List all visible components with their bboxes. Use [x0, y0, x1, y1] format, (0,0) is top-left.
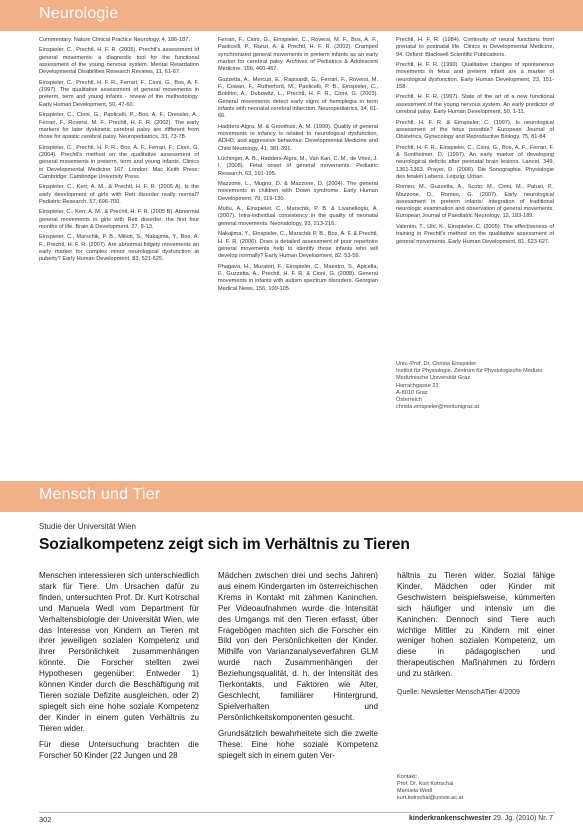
reference-entry: Commentary. Nature Clinical Practice Neurology, 4, 186-187. [39, 37, 190, 43]
article-kicker: Studie der Universität Wien [39, 522, 136, 531]
footer-divider [39, 812, 555, 813]
article-paragraph: Mädchen zwischen drei und sechs Jahren) aus einem Kindergarten im österreichischen Krems in Kontakt mit zahmen Kaninchen. Per Videoaufnahmen wurde die Intensität des Umgangs mit den Tieren erfasst, über Fragebögen machten sich die Forscher ein Bild von den Persönlichkeiten der Kinder. Mithilfe von Varianzanalyseverfahren GLM wurde nach Zusammenhängen der Beziehungsqualität, d. h. der Intensität des Tierkontakts, und Faktoren wie Alter, Geschlecht, familiärer Hintergrund, Spielverhalten und Persönlichkeitskomponenten gesucht. [218, 571, 378, 722]
contact-line: Österreich [396, 397, 422, 404]
section-header-mensch-und-tier [0, 481, 583, 512]
article-paragraph: Menschen interessieren sich unterschiedlich stark für Tiere. Um Ursachen dafür zu finden, untersuchten Prof. Dr. Kurt Kotrschal und Manuela Wedl vom Department für Verhaltensbiologie der Universität Wien, wie das Interesse von Kindern an Tieren mit ihrer jeweiligen sozialen Kompetenz und ihrer Persönlichkeit zusammenhängen könnte. Die Forscher stellten zwei Hypothesen gegenüber: Entweder 1) können Kinder durch die Beschäftigung mit Tieren soziale Defizite ausgleichen, oder 2) spiegelt sich eine hohe soziale Kompetenz der Kinder in einem guten Verhältnis zu Tieren wider. [39, 571, 199, 733]
section-title: Mensch und Tier [39, 486, 161, 503]
section-header-neurologie [0, 0, 583, 31]
reference-entry: Einspieler, C., Prechtl, H. F. R. (2005). Prechtl's assessment of general movements: a diagnostic tool for the functional assessment of the young nervous system. Mental Retardation Developmental Disabilities Research Reviews, 11, 61-67. [39, 47, 199, 76]
article-column-1 [39, 571, 199, 803]
contact-line: A-8010 Graz [396, 389, 428, 396]
references-column-1 [39, 37, 199, 473]
reference-entry: Nakajima, Y., Einspieler, C., Marschik P. B., Bos, A. F. & Prechtl, H. F. R. (2006). Does a detailed assessment of poor repertoire general movements help to identify those infants who will develop normally? Early Human Development, 82, 53-59. [218, 231, 378, 260]
contact-line: Prof. Dr. Kurt Kotrschal [397, 781, 454, 787]
journal-name: kinderkrankenschwester [409, 815, 492, 822]
reference-entry: Lüchinger, A. B., Hadders-Algra, M., Van Kan, C. M., de Vries, J. I. (2008). Fetal onset of general movements. Pediatric Research, 63, 191-195. [218, 156, 378, 177]
reference-entry: Ferrari, F., Cioni, G., Einspieler, C., Roversi, M. F., Bos, A. F., Paolicelli, P., Ranzi, A. & Prechtl, H. F. R. (2002). Cramped synchronized general movements in preterm infants as an early marker for cerebral palsy. Archives of Pediatrics & Adolescent Medicine, 156, 460-467. [218, 37, 378, 73]
section-title: Neurologie [39, 5, 119, 22]
reference-entry: Einspieler, C., Prechtl, H. F. R., Ferrari, F., Cioni, G., Bos, A. F. (1997). The qualitative assessment of general movements in preterm, term and young infants - review of the methodology. Early Human Development, 50, 47-60. [39, 79, 199, 108]
contact-line: Harrachgasse 21 [396, 382, 439, 389]
reference-entry: Phagava, H., Muratori, F., Einspieler, C., Maestro, S., Apicella, F., Guzzetta, A., Prechtl, H. F. R. & Cioni, G. (2008). General movements in infants with autism spectrum disorders. Georgian Medical News, 156, 100-105. [218, 263, 378, 292]
article-paragraph: Grundsätzlich bewahrheitete sich die zweite These: Eine hohe soziale Kompetenz spiegelt sich in einem guten Ver- [218, 728, 378, 760]
journal-issue: 29. Jg. (2010) Nr. 7 [493, 815, 553, 822]
reference-entry: Einspieler, C., Marschik, P. B., Milioti, S., Nakajima, Y., Bos, A. F., Prechtl, H. F. R. (2007). Are abnormal fidgety movements an early marker for complex minor neurological dysfunction at puberty? Early Human Development, 83, 521-525. [39, 234, 199, 263]
contact-line: kurt.kotrschal@univie.ac.at [397, 795, 464, 801]
article-paragraph: Für diese Untersuchung brachten die Forscher 50 Kinder (22 Jungen und 28 [39, 739, 199, 760]
reference-entry: Prechtl, H. F. R., Einspieler, C., Cioni, G., Bos, A. F., Ferrari, F. & Sontheimer, D. (1997). An early marker of developing neurological deficits after perinatal brain lesions. Lancet, 349, 1361-1363. Prayer, D. (2006). Die Sonographie. Physiologie des fetalen Lebens. Leipzig: Urban. [396, 144, 554, 180]
article-title: Sozialkompetenz zeigt sich im Verhältnis zu Tieren [39, 536, 410, 553]
reference-entry: Prechtl, H. F. R. (1990). Qualitative changes of spontaneous movements in fetus and preterm infant are a marker of neurological dysfunction. Early Human Development, 23, 151-158. [396, 62, 554, 90]
journal-footer [409, 815, 553, 822]
contact-line: Kontakt: [397, 774, 418, 780]
author-contact-block [396, 361, 554, 411]
references-column-3 [396, 37, 554, 337]
contact-line: Univ.-Prof. Dr. Christa Einspieler [396, 361, 477, 367]
contact-line: Institut für Physiologie, Zentrum für Physiologische Medizin [396, 368, 543, 375]
article-source: Quelle: Newsletter MenschATier 4/2009 [397, 689, 520, 696]
reference-entry: Valentin, T., Uhl, K., Einspieler, C. (2005). The effectiveness of training in Prechtl's method on the qualitative assessment of general movements. Early Human Development, 81, 623-627. [396, 223, 554, 245]
reference-entry: Guzzetta, A., Mercuri, E., Rapisardi, G., Ferrari, F., Roversi, M. F., Cowan, F., Rutherford, M., Paolicelli, P. B., Einspieler, C., Boldrini, A., Dubowitz, L., Prechtl, H. F. R., Cioni, G. (2003). General movements detect early signs of hemiplegia in term infants with neonatal cerebral infarction. Neuropediatrics, 34, 61-66. [218, 76, 378, 120]
reference-entry: Einspieler, C., Kerr, A. M., & Prechtl, H. F. R. (2005 B). Abnormal general movements in girls with Rett disorder: the first four months of life. Brain & Development, 27, 8-13. [39, 209, 199, 230]
reference-entry: Mazzone, L., Mugno, D. & Mazzone, D. (2004). The general movements in children with Down syndrome. Early Human Development, 79, 119-130. [218, 181, 378, 202]
contact-line: christa.einspieler@medunigraz.at [396, 404, 480, 411]
page-number: 302 [39, 815, 52, 824]
reference-entry: Mutlu, A., Einspieler, C., Marschik, P. B. & Livanelioglu, A. (2007). Intra-individual consistency in the quality of neonatal general movements. Neonatology, 93, 213-216. [218, 206, 378, 227]
article-column-3 [397, 571, 555, 696]
contact-line: Manuela Wedl [397, 788, 433, 794]
reference-entry: Prechtl, H. F. R. (1997). State of the art of a new functional assessment of the young nervous system. An early predictor of cerebral palsy. Early Human Development, 50, 1-11. [396, 94, 554, 116]
reference-entry: Einspieler, C., Kerr, A. M., & Prechtl, H. F. R. (2005 A). Is the early development of girls with Rett disorder really normal? Pediatric Research, 57, 696-700. [39, 184, 199, 205]
article-paragraph: hältnis zu Tieren wider. Sozial fähige Kinder, Mädchen oder Kinder mit Geschwistern beispielsweise, kümmerten sich häufiger und intensiv um die Kaninchen. Dennoch sind Tiere auch wichtige Mittler zu Kindern mit einer weniger hohen sozialen Kompetenz, um diese in pädagogischen und therapeutischen Maßnahmen zu fördern und zu stärken. [397, 571, 555, 679]
reference-entry: Einspieler, C., Prechtl, H. F. R., Bos, A. F., Ferrari, F., Cioni, G. (2004). Prechtl's method on the qualitative assessment of general movements in preterm, term and young infants. Clinics in Developmental Medicine 167. London: Mac Keith Press; Cambridge: Cambridge University Press. [39, 144, 199, 180]
reference-entry: Romeo, M., Guzzetta, A., Scoto, M., Cioni, M., Patusi, P., Mazzone, D., Romeo, G. (2007). Early neurological assessment in preterm infants: integration of traditional neurologic examination and observation of general movements. European Journal of Paediatric Neurology, 12, 183-189. [396, 184, 554, 220]
article-contact-info [397, 774, 555, 802]
article-column-2 [218, 571, 378, 803]
reference-entry: Prechtl, H. F. R. (1984). Continuity of neural functions from prenatal to postnatal life. Clinics in Developmental Medicine, 94. Oxford: Blackwell Scientific Publications. [396, 37, 554, 58]
contact-line: Medizinische Universität Graz [396, 375, 470, 382]
reference-entry: Prechtl, H. F. R. & Einspieler, C. (1997). Is neurological assessment of the fetus possible? European Journal of Obstetrics, Gynecology and Reproductive Biology, 75, 81-84. [396, 119, 554, 141]
references-column-2 [218, 37, 378, 473]
reference-entry: Hadders-Algra, M. & Groothuis, A. M. (1999). Quality of general movements in infancy is related to neurological dysfunction, ADHD, and aggressive behaviour. Developmental Medicine and Child Neurology, 41, 381-391. [218, 123, 378, 152]
reference-entry: Einspieler, C., Cioni, G., Paolicelli, P., Bos, A. F., Dressler, A., Ferrari, F., Roversi, M. F., Prechtl, H. F. R. (2002). The early markers for later dyskinetic cerebral palsy are different from those for spastic cerebral palsy. Neuropediatrics, 33, 73-78. [39, 112, 199, 141]
